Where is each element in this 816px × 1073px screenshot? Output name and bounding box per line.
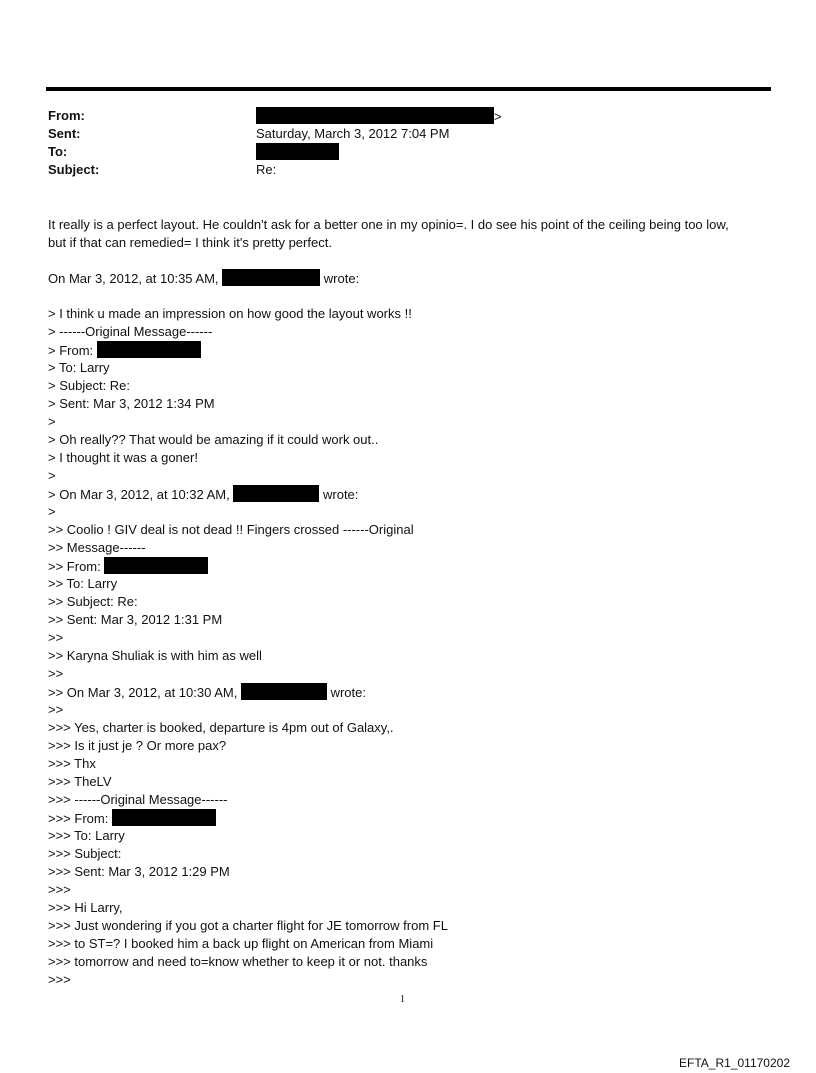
quoted-line: >> [48,666,64,681]
quoted-line: >>> ------Original Message------ [48,792,228,807]
quoted-line: >>> [48,972,71,987]
quoted-line: >>> To: Larry [48,828,125,843]
header-rule [46,87,771,91]
quoted-line: > [48,468,56,483]
quoted-line: >> [48,630,64,645]
quoted-line: >> Sent: Mar 3, 2012 1:31 PM [48,612,223,627]
quoted-line: > I thought it was a goner! [48,450,198,465]
quoted-line: >> Message------ [48,540,146,555]
subject-value: Re: [256,162,277,177]
quoted-line: > To: Larry [48,360,110,375]
quoted-line: >>> Just wondering if you got a charter flight for JE tomorrow from FL [48,918,448,933]
from-label: From: [48,108,85,123]
redaction [256,107,494,124]
to-label: To: [48,144,68,159]
to-value [256,143,339,162]
quoted-line: >>> Subject: [48,846,122,861]
page-number: 1 [400,994,405,1005]
quoted-line: >>> to ST=? I booked him a back up flight on American from Miami [48,936,434,951]
quoted-line: >>> Yes, charter is booked, departure is 4pm out of Galaxy,. [48,720,394,735]
document-id: EFTA_R1_01170202 [679,1056,790,1070]
attribution-line [48,269,773,287]
quoted-line: >>> TheLV [48,774,112,789]
quoted-line: >> To: Larry [48,576,118,591]
redaction [222,269,320,286]
quoted-line: >> On Mar 3, 2012, at 10:30 AM, wrote: [48,685,366,700]
quoted-line: > From: [48,341,773,359]
from-suffix: > [494,109,502,124]
quoted-line: >> Subject: Re: [48,594,138,609]
quoted-line: > Subject: Re: [48,378,131,393]
quoted-line: >> Karyna Shuliak is with him as well [48,648,262,663]
quoted-line: >>> Sent: Mar 3, 2012 1:29 PM [48,864,230,879]
quoted-line: > ------Original Message------ [48,324,213,339]
redaction [256,143,339,160]
sent-label: Sent: [48,126,81,141]
quoted-line: >> From: [48,557,773,575]
quoted-line: >>> Hi Larry, [48,900,123,915]
quoted-line: >>> [48,882,71,897]
redaction [112,809,216,826]
redaction [233,485,319,502]
attribution-prefix: On Mar 3, 2012, at 10:35 AM, [48,271,219,286]
quoted-line: > Oh really?? That would be amazing if it could work out.. [48,432,379,447]
body-line: It really is a perfect layout. He couldn't ask for a better one in my opinio=. I do see his point of the ceiling being too low, [48,217,729,232]
redaction [97,341,201,358]
message-body [48,216,773,252]
quoted-line: >>> Thx [48,756,96,771]
redaction [104,557,208,574]
body-line: but if that can remedied= I think it's pretty perfect. [48,235,332,250]
subject-label: Subject: [48,162,100,177]
quoted-line: >>> From: [48,809,773,827]
quoted-line: > Sent: Mar 3, 2012 1:34 PM [48,396,215,411]
attribution-suffix: wrote: [323,271,360,286]
sent-value: Saturday, March 3, 2012 7:04 PM [256,126,450,141]
quoted-line: > [48,504,56,519]
quoted-line: > On Mar 3, 2012, at 10:32 AM, wrote: [48,487,359,502]
quoted-line: >> [48,702,64,717]
quoted-line: >> Coolio ! GIV deal is not dead !! Fingers crossed ------Original [48,522,414,537]
quoted-thread [48,305,773,989]
quoted-line: >>> Is it just je ? Or more pax? [48,738,227,753]
redaction [241,683,327,700]
quoted-line: > [48,414,56,429]
quoted-line: >>> tomorrow and need to=know whether to keep it or not. thanks [48,954,428,969]
from-value [256,107,502,126]
quoted-line: > I think u made an impression on how good the layout works !! [48,306,412,321]
